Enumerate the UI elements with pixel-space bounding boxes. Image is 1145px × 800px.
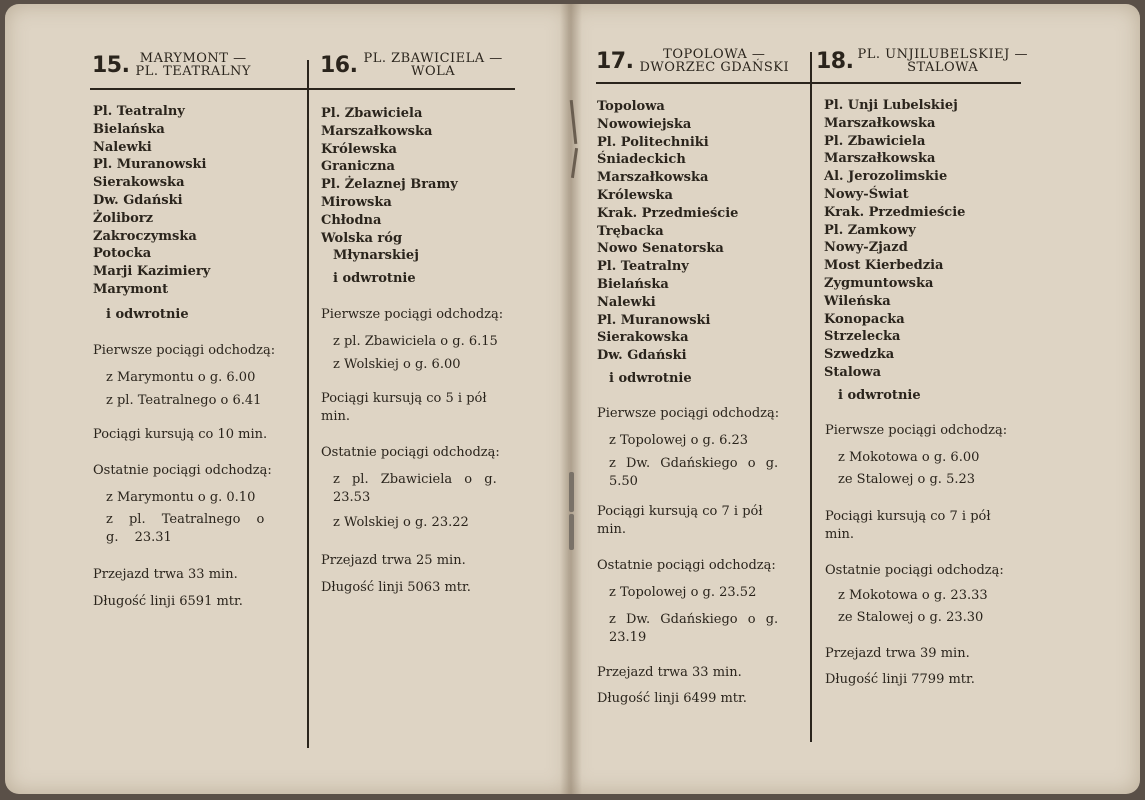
line-18-duration: Przejazd trwa 39 min. — [825, 646, 970, 661]
stop-item: Wileńska — [824, 293, 891, 309]
stop-item: Nowy-Świat — [824, 186, 909, 202]
line-18-first-1: z Mokotowa o g. 6.00 — [838, 450, 980, 465]
stop-item: Pl. Unji Lubelskiej — [824, 98, 958, 113]
stop-item: Pl. Muranowski — [597, 312, 711, 328]
stop-item: Marszałkowska — [824, 151, 936, 167]
line-18-route-bottom: STALOWA — [907, 60, 979, 75]
stop-item: Marszałkowska — [824, 115, 936, 131]
stop-item: Krak. Przedmieście — [597, 205, 739, 221]
stop-item: Mirowska — [321, 194, 392, 210]
stop-item: Nowo Senatorska — [597, 241, 724, 257]
stop-item: Graniczna — [321, 159, 395, 175]
stop-item: Pl. Zbawiciela — [321, 106, 423, 121]
line-15-header — [92, 52, 251, 78]
line-18-first-heading: Pierwsze pociągi odchodzą: — [825, 423, 1008, 438]
stop-item: Marszałkowska — [597, 170, 709, 186]
line-16-route-top: PL. ZBAWICIELA — — [363, 51, 503, 66]
stop-item: Pl. Żelaznej Bramy — [321, 177, 458, 193]
line-15-length: Długość linji 6591 mtr. — [93, 594, 243, 609]
line-17-length: Długość linji 6499 mtr. — [597, 691, 747, 706]
stop-item: Nalewki — [597, 294, 656, 310]
stop-item: Pl. Teatralny — [597, 259, 689, 275]
column-rule-15-16 — [307, 60, 309, 748]
line-15-duration: Przejazd trwa 33 min. — [93, 567, 238, 582]
line-16-duration: Przejazd trwa 25 min. — [321, 553, 466, 568]
stop-item: Potocka — [93, 246, 152, 262]
stop-item: Sierakowska — [597, 330, 689, 346]
stop-item: Krak. Przedmieście — [824, 204, 966, 220]
line-18-last-1: z Mokotowa o g. 23.33 — [838, 588, 988, 603]
stop-item: Dw. Gdański — [93, 192, 183, 208]
stop-item: Pl. Politechniki — [597, 134, 709, 150]
line-17-return: i odwrotnie — [609, 371, 692, 386]
line-15-first-1: z Marymontu o g. 6.00 — [106, 370, 256, 385]
stop-item: Marji Kazimiery — [93, 264, 211, 280]
line-17-header — [596, 48, 789, 74]
line-17-duration: Przejazd trwa 33 min. — [597, 665, 742, 680]
stop-item: Bielańska — [597, 276, 669, 292]
line-18-route-top: PL. UNJILUBELSKIEJ — — [857, 47, 1028, 62]
stop-item: Trębacka — [597, 223, 664, 239]
stop-item: Królewska — [321, 141, 397, 157]
stop-item: Nowowiejska — [597, 116, 692, 132]
stop-item: Sierakowska — [93, 175, 185, 191]
book-gutter — [560, 4, 582, 794]
stop-item: Konopacka — [824, 311, 905, 327]
line-16-first-heading: Pierwsze pociągi odchodzą: — [321, 307, 504, 322]
stop-item: Dw. Gdański — [597, 348, 687, 364]
line-16-length: Długość linji 5063 mtr. — [321, 580, 471, 595]
line-17-route-bottom: DWORZEC GDAŃSKI — [639, 60, 790, 75]
line-17-route-top: TOPOLOWA — — [663, 47, 766, 62]
line-16-last-1: z pl. Zbawiciela o g. 23.53 — [333, 472, 497, 505]
stop-item: Most Kierbedzia — [824, 258, 944, 274]
line-15-stops — [93, 103, 210, 299]
line-16-number: 16. — [320, 53, 358, 78]
stop-item: Pl. Muranowski — [93, 157, 207, 173]
stop-item: Pl. Zamkowy — [824, 222, 916, 238]
line-18-last-heading: Ostatnie pociągi odchodzą: — [825, 563, 1004, 578]
line-18-header — [816, 48, 1028, 74]
line-17-number: 17. — [596, 49, 634, 74]
line-18-stops — [824, 97, 965, 382]
stop-item: Śniadeckich — [597, 152, 686, 168]
line-18-route — [857, 48, 1027, 74]
line-18-first-2: ze Stalowej o g. 5.23 — [838, 472, 976, 487]
stop-item: Marymont — [93, 281, 169, 297]
stop-item: Stalowa — [824, 364, 882, 380]
stop-item: Strzelecka — [824, 329, 901, 345]
stop-item: Topolowa — [597, 99, 665, 114]
header-rule-left — [90, 88, 515, 90]
line-16-stops — [321, 105, 458, 265]
line-15-last-2: z pl. Teatralnego o g. 23.31 — [106, 512, 265, 545]
line-17-first-heading: Pierwsze pociągi odchodzą: — [597, 406, 780, 421]
line-17-last-heading: Ostatnie pociągi odchodzą: — [597, 558, 776, 573]
line-16-route — [363, 52, 502, 78]
header-rule-right — [596, 82, 1021, 84]
staple-bottom — [569, 514, 574, 550]
stop-item: Królewska — [597, 187, 673, 203]
line-18-last-2: ze Stalowej o g. 23.30 — [838, 610, 984, 625]
column-rule-17-18 — [810, 52, 812, 742]
staple-top — [569, 472, 574, 512]
stop-item: Żoliborz — [93, 210, 154, 226]
line-15-first-heading: Pierwsze pociągi odchodzą: — [93, 343, 276, 358]
line-17-first-2: z Dw. Gdańskiego o g. 5.50 — [609, 456, 779, 489]
line-16-last-heading: Ostatnie pociągi odchodzą: — [321, 445, 500, 460]
line-16-route-bottom: WOLA — [411, 64, 456, 79]
stop-item: Wolska róg — [321, 230, 403, 246]
stop-item: Marszałkowska — [321, 123, 433, 139]
stop-item: Pl. Teatralny — [93, 104, 185, 119]
line-15-last-1: z Marymontu o g. 0.10 — [106, 490, 256, 505]
line-18-length: Długość linji 7799 mtr. — [825, 672, 975, 687]
line-16-last-2: z Wolskiej o g. 23.22 — [333, 515, 469, 530]
line-17-first-1: z Topolowej o g. 6.23 — [609, 433, 749, 448]
stop-item: Nowy-Zjazd — [824, 240, 908, 256]
line-17-last-2: z Dw. Gdańskiego o g. 23.19 — [609, 612, 779, 645]
line-15-first-2: z pl. Teatralnego o 6.41 — [106, 393, 262, 408]
line-16-return: i odwrotnie — [333, 271, 416, 286]
line-15-frequency: Pociągi kursują co 10 min. — [93, 427, 268, 442]
line-18-frequency: Pociągi kursują co 7 i pół min. — [825, 509, 991, 542]
line-15-route-bottom: PL. TEATRALNY — [135, 64, 251, 79]
stop-item: Bielańska — [93, 121, 165, 137]
line-17-route — [639, 48, 789, 74]
line-16-header — [320, 52, 503, 78]
stop-item: Pl. Zbawiciela — [824, 133, 926, 149]
line-17-stops — [597, 98, 738, 365]
line-15-route — [135, 52, 250, 78]
line-18-return: i odwrotnie — [838, 388, 921, 403]
stop-item: Nalewki — [93, 139, 152, 155]
stop-item: Al. Jerozolimskie — [824, 169, 948, 185]
line-17-frequency: Pociągi kursują co 7 i pół min. — [597, 504, 763, 537]
stop-item: Młynarskiej — [333, 248, 419, 264]
stop-item: Zakroczymska — [93, 228, 197, 244]
line-15-last-heading: Ostatnie pociągi odchodzą: — [93, 463, 272, 478]
line-15-return: i odwrotnie — [106, 307, 189, 322]
stop-item: Chłodna — [321, 212, 382, 228]
line-16-first-1: z pl. Zbawiciela o g. 6.15 — [333, 334, 498, 349]
stop-item: Szwedzka — [824, 347, 895, 363]
line-16-first-2: z Wolskiej o g. 6.00 — [333, 357, 461, 372]
stop-item: Zygmuntowska — [824, 275, 934, 291]
line-15-route-top: MARYMONT — — [139, 51, 247, 66]
line-16-frequency: Pociągi kursują co 5 i pół min. — [321, 391, 487, 424]
line-17-last-1: z Topolowej o g. 23.52 — [609, 585, 757, 600]
line-15-number: 15. — [92, 53, 130, 78]
line-18-number: 18. — [816, 49, 854, 74]
